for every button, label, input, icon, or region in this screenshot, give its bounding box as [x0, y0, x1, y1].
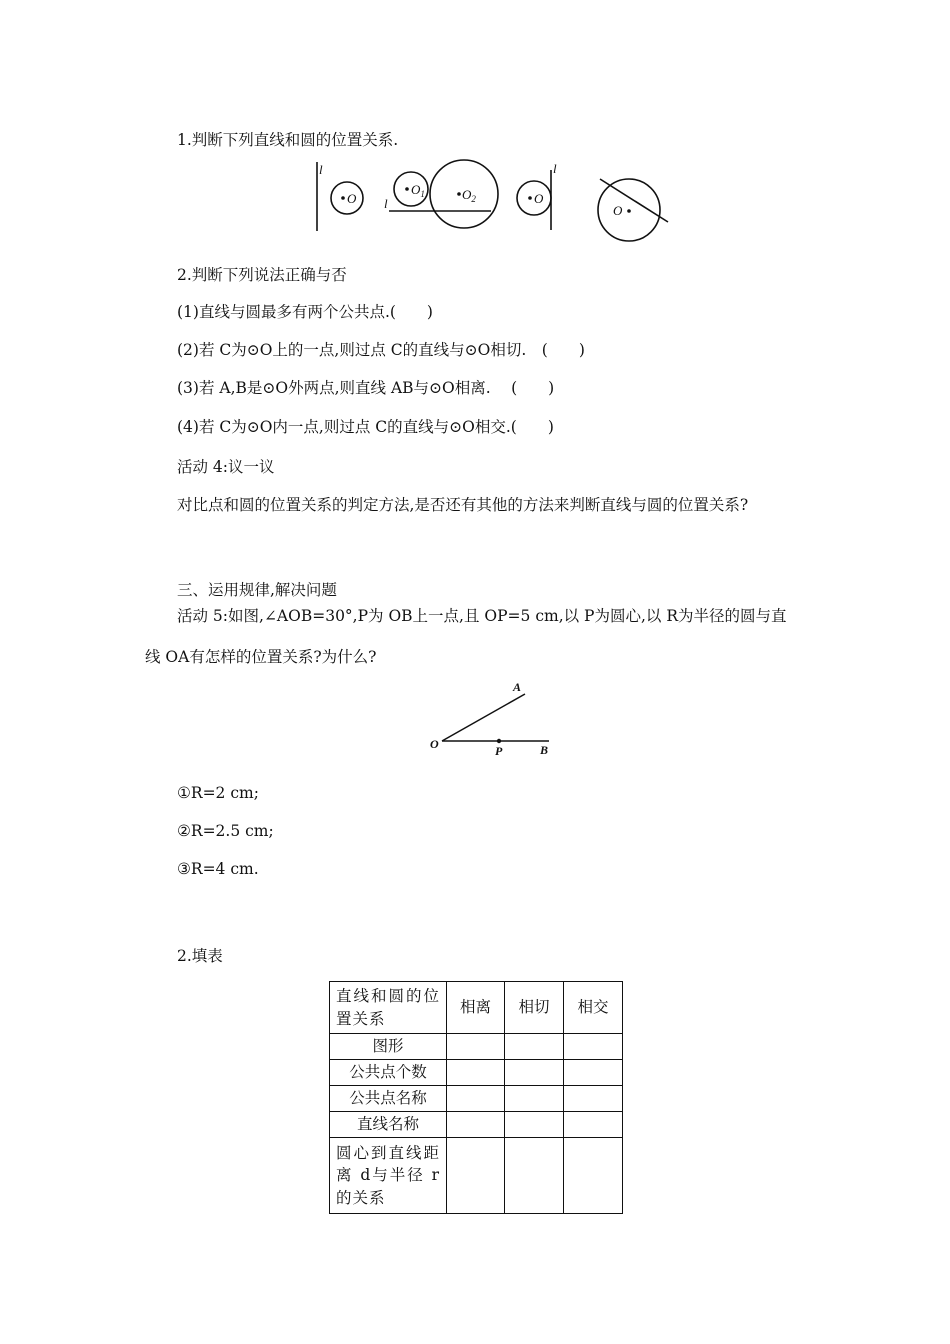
activity-4-question: 对比点和圆的位置关系的判定方法,是否还有其他的方法来判断直线与圆的位置关系?	[177, 496, 749, 514]
table-header-tangent: 相切	[505, 982, 564, 1034]
question-2-item-1: (1)直线与圆最多有两个公共点.( )	[177, 303, 433, 321]
fig1d-label-o: O	[613, 203, 623, 218]
table-row-line-name: 直线名称	[330, 1112, 447, 1138]
fig1b-label-l: l	[384, 196, 388, 211]
fig1b-label-o1: $O_1$	[411, 182, 425, 199]
activity-5-line-2: 线 OA有怎样的位置关系?为什么?	[145, 648, 377, 666]
radius-case-3: ③R=4 cm.	[177, 860, 259, 878]
radius-case-2: ②R=2.5 cm;	[177, 822, 274, 840]
radius-case-1: ①R=2 cm;	[177, 784, 259, 802]
table-cell[interactable]	[564, 1060, 623, 1086]
table-header-intersect: 相交	[564, 982, 623, 1034]
fig1c-label-l: l	[553, 161, 557, 176]
table-cell[interactable]	[447, 1086, 505, 1112]
fig1a-label-o: O	[347, 191, 357, 206]
label-o: O	[430, 737, 439, 751]
question-2-title: 2.判断下列说法正确与否	[177, 266, 347, 284]
fig1a-label-l: l	[319, 162, 323, 177]
table-header-separate: 相离	[447, 982, 505, 1034]
angle-aob-figure	[425, 676, 565, 760]
question-2-item-3: (3)若 A,B是⊙O外两点,则直线 AB与⊙O相离. ( )	[177, 379, 555, 397]
activity-4-title: 活动 4:议一议	[177, 458, 275, 476]
table-cell[interactable]	[505, 1138, 564, 1214]
table-cell[interactable]	[447, 1060, 505, 1086]
fig1b-label-o2: $O_2$	[462, 187, 476, 204]
fill-table	[329, 981, 623, 1214]
table-row-figure: 图形	[330, 1034, 447, 1060]
table-cell[interactable]	[505, 1086, 564, 1112]
label-a: A	[513, 680, 522, 694]
table-row-common-point-name: 公共点名称	[330, 1086, 447, 1112]
label-p: P	[495, 744, 503, 758]
question-2-item-4: (4)若 C为⊙O内一点,则过点 C的直线与⊙O相交.( )	[177, 418, 554, 436]
table-row-common-point-count: 公共点个数	[330, 1060, 447, 1086]
point-p	[497, 739, 501, 743]
table-cell[interactable]	[564, 1112, 623, 1138]
table-cell[interactable]	[564, 1086, 623, 1112]
label-b: B	[540, 743, 549, 757]
table-cell[interactable]	[447, 1112, 505, 1138]
question-1-text: 1.判断下列直线和圆的位置关系.	[177, 131, 399, 149]
table-row-distance-radius: 圆心到直线距离 d与半径 r的关系	[330, 1138, 447, 1214]
ray-oa	[442, 694, 525, 741]
line-circle-figure	[300, 158, 680, 244]
table-cell[interactable]	[447, 1138, 505, 1214]
activity-5-line-1: 活动 5:如图,∠AOB=30°,P为 OB上一点,且 OP=5 cm,以 P为圆心,以 R为半径的圆与直	[177, 607, 787, 625]
fill-table-title: 2.填表	[177, 947, 223, 965]
section-3-title: 三、运用规律,解决问题	[177, 581, 337, 599]
table-header-relation: 直线和圆的位置关系	[330, 982, 447, 1034]
table-cell[interactable]	[505, 1060, 564, 1086]
table-cell[interactable]	[447, 1034, 505, 1060]
table-cell[interactable]	[564, 1138, 623, 1214]
fig1c-label-o: O	[534, 191, 544, 206]
question-2-item-2: (2)若 C为⊙O上的一点,则过点 C的直线与⊙O相切. ( )	[177, 341, 585, 359]
table-cell[interactable]	[505, 1112, 564, 1138]
table-cell[interactable]	[505, 1034, 564, 1060]
table-cell[interactable]	[564, 1034, 623, 1060]
